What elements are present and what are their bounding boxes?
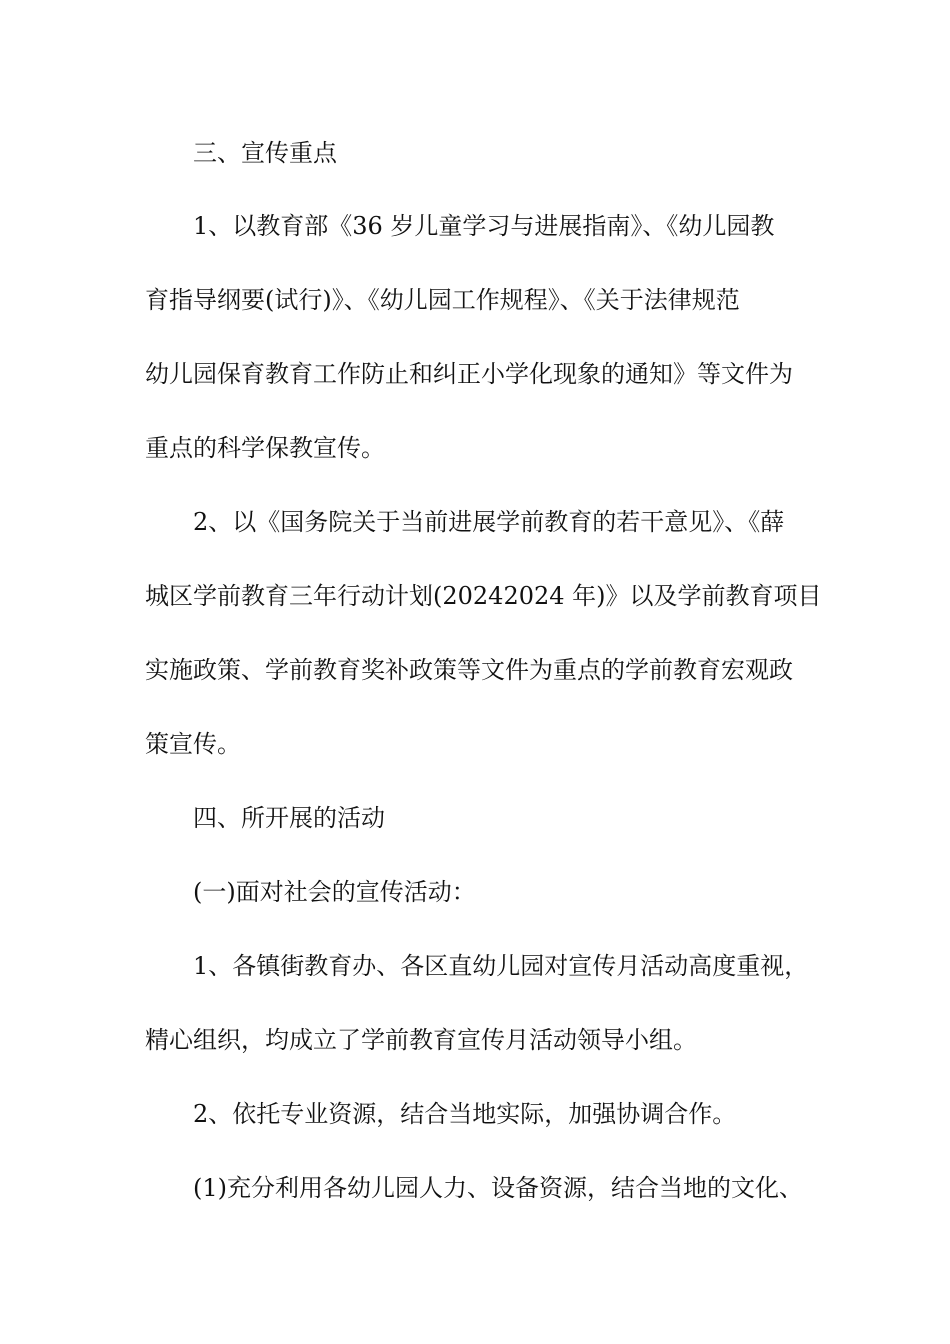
- paragraph-line: 1、各镇街教育办、各区直幼儿园对宣传月活动高度重视，: [193, 952, 809, 980]
- paragraph-line: 策宣传。: [145, 730, 241, 758]
- paragraph-line: 2、以《国务院关于当前进展学前教育的若干意见》、《薛: [193, 508, 785, 536]
- paragraph-line: 精心组织，均成立了学前教育宣传月活动领导小组。: [145, 1026, 697, 1054]
- paragraph-line: 育指导纲要(试行)》、《幼儿园工作规程》、《关于法律规范: [145, 286, 740, 314]
- paragraph-line: 1、以教育部《36 岁儿童学习与进展指南》、《幼儿园教: [193, 212, 775, 240]
- paragraph-line: (1)充分利用各幼儿园人力、设备资源，结合当地的文化、: [193, 1174, 803, 1202]
- paragraph-line: 2、依托专业资源，结合当地实际，加强协调合作。: [193, 1100, 737, 1128]
- section-heading-publicity-focus: 三、宣传重点: [193, 139, 337, 167]
- paragraph-line: 城区学前教育三年行动计划(20242024 年)》以及学前教育项目: [145, 582, 822, 610]
- paragraph-line: 实施政策、学前教育奖补政策等文件为重点的学前教育宏观政: [145, 656, 793, 684]
- subsection-heading-public-activities: (一)面对社会的宣传活动：: [193, 878, 476, 906]
- section-heading-activities: 四、所开展的活动: [193, 804, 385, 832]
- paragraph-line: 重点的科学保教宣传。: [145, 434, 385, 462]
- paragraph-line: 幼儿园保育教育工作防止和纠正小学化现象的通知》等文件为: [145, 360, 793, 388]
